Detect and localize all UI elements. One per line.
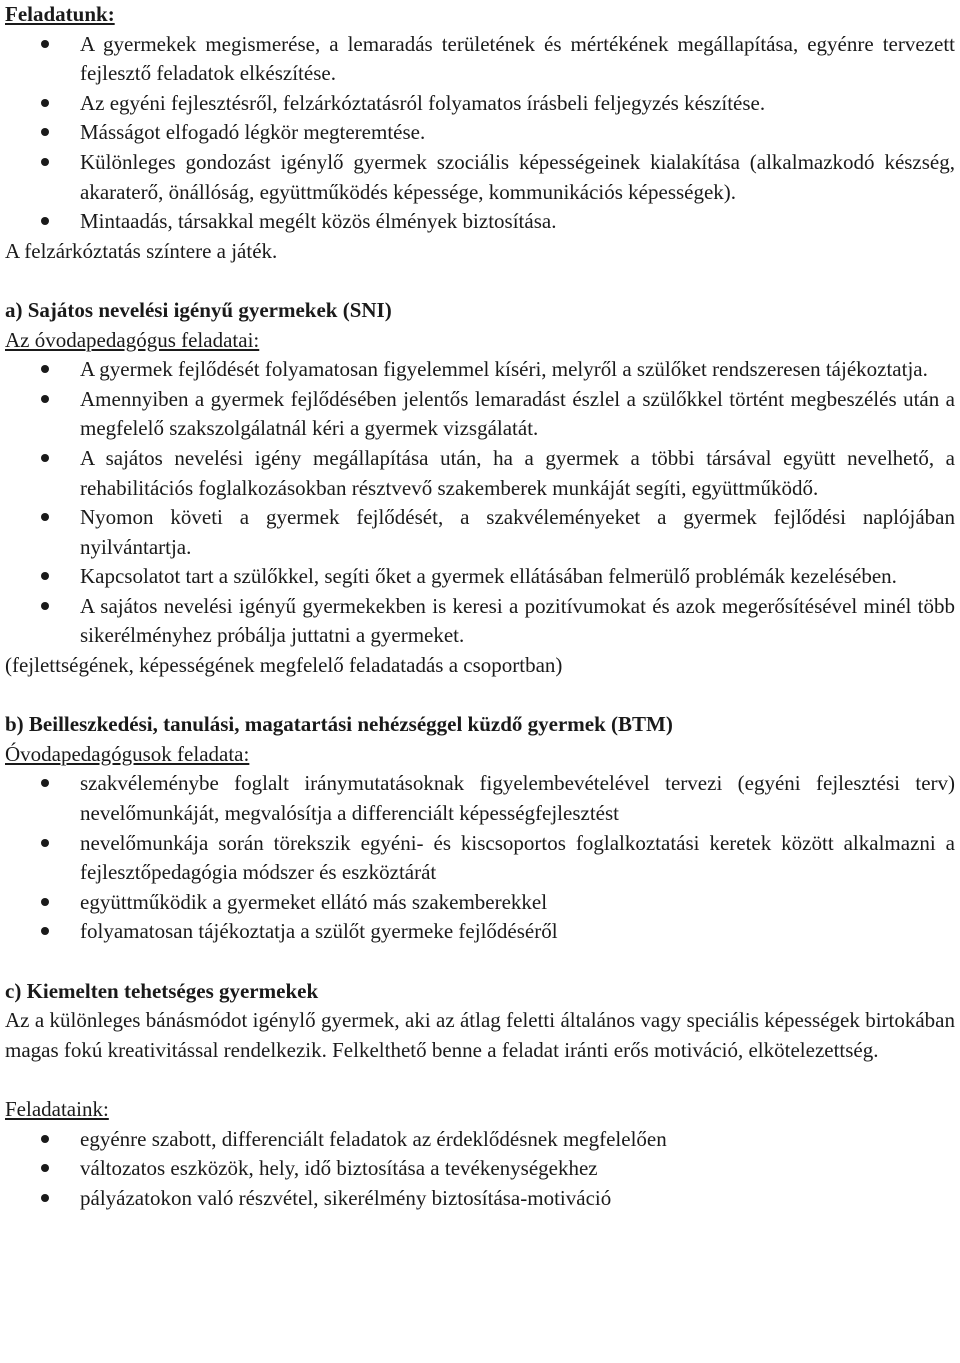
list-item: együttműködik a gyermeket ellátó más szakemberekkel (5, 888, 955, 918)
list-item: Amennyiben a gyermek fejlődésében jelentős lemaradást észlel a szülőkkel történt megbeszélés után a megfelelő szakszolgálatnál kéri a gyermek vizsgálatát. (5, 385, 955, 444)
bullet-icon (41, 898, 49, 906)
bullet-icon (41, 454, 49, 462)
section-title-btm: b) Beilleszkedési, tanulási, magatartási nehézséggel küzdő gyermek (BTM) (5, 712, 673, 737)
list-item: változatos eszközök, hely, idő biztosítása a tevékenységekhez (5, 1154, 955, 1184)
list-item: nevelőmunkája során törekszik egyéni- és kiscsoportos foglalkoztatási keretek között alkalmazni a fejlesztőpedagógia módszer és eszköztárát (5, 829, 955, 888)
document-page (5, 0, 955, 1213)
spacer (5, 947, 955, 977)
list-item: Mintaadás, társakkal megélt közös élmények biztosítása. (5, 207, 955, 237)
bullet-icon (41, 99, 49, 107)
bullet-icon (41, 927, 49, 935)
closing-sentence: A felzárkóztatás színtere a játék. (5, 238, 278, 263)
bullet-icon (41, 158, 49, 166)
subheading-teachers-task: Óvodapedagógusok feladata: (5, 741, 250, 766)
sni-task-list (5, 355, 955, 651)
bullet-icon (41, 395, 49, 403)
bullet-icon (41, 217, 49, 225)
bullet-icon (41, 779, 49, 787)
list-item: folyamatosan tájékoztatja a szülőt gyermeke fejlődéséről (5, 917, 955, 947)
spacer (5, 1065, 955, 1095)
bullet-icon (41, 1164, 49, 1172)
bullet-icon (41, 1194, 49, 1202)
task-list (5, 30, 955, 237)
list-item: A sajátos nevelési igény megállapítása után, ha a gyermek a többi társával együtt nevelhető, a rehabilitációs foglalkozásokban résztvevő szakemberek munkáját segíti, együttműködő. (5, 444, 955, 503)
btm-task-list (5, 769, 955, 947)
section-title-gifted: c) Kiemelten tehetséges gyermekek (5, 978, 319, 1003)
list-item: egyénre szabott, differenciált feladatok az érdeklődésnek megfelelően (5, 1125, 955, 1155)
spacer (5, 681, 955, 711)
section-title-sni: a) Sajátos nevelési igényű gyermekek (SNI) (5, 297, 392, 322)
bullet-icon (41, 365, 49, 373)
list-item: szakvéleménybe foglalt iránymutatásoknak figyelembevételével tervezi (egyéni fejlesztési terv) nevelőmunkáját, megvalósítja a differenciált képességfejlesztést (5, 769, 955, 828)
bullet-icon (41, 602, 49, 610)
list-item: Nyomon követi a gyermek fejlődését, a szakvéleményeket a gyermek fejlődési naplójában nyilvántartja. (5, 503, 955, 562)
section-heading-feladataink: Feladataink: (5, 1096, 109, 1121)
gifted-paragraph: Az a különleges bánásmódot igénylő gyermek, aki az átlag feletti általános vagy speciális képességek birtokában magas fokú kreativitással rendelkezik. Felkelthető benne a feladat iránti erős motiváció, elkötelezettség. (5, 1008, 955, 1062)
list-item: A gyermek fejlődését folyamatosan figyelemmel kíséri, melyről a szülőket rendszeresen tájékoztatja. (5, 355, 955, 385)
bullet-icon (41, 128, 49, 136)
bullet-icon (41, 513, 49, 521)
gifted-task-list (5, 1125, 955, 1214)
list-item: pályázatokon való részvétel, sikerélmény biztosítása-motiváció (5, 1184, 955, 1214)
list-item: A sajátos nevelési igényű gyermekekben is keresi a pozitívumokat és azok megerősítésével minél több sikerélményhez próbálja juttatni a gyermeket. (5, 592, 955, 651)
list-item: Kapcsolatot tart a szülőkkel, segíti őket a gyermek ellátásában felmerülő problémák kezelésében. (5, 562, 955, 592)
closing-note: (fejlettségének, képességének megfelelő feladatadás a csoportban) (5, 653, 563, 678)
bullet-icon (41, 40, 49, 48)
list-item: Másságot elfogadó légkör megteremtése. (5, 118, 955, 148)
bullet-icon (41, 1135, 49, 1143)
list-item: A gyermekek megismerése, a lemaradás területének és mértékének megállapítása, egyénre tervezett fejlesztő feladatok elkészítése. (5, 30, 955, 89)
list-item: Különleges gondozást igénylő gyermek szociális képességeinek kialakítása (alkalmazkodó készség, akaraterő, önállóság, együttműködés képessége, kommunikációs képességek). (5, 148, 955, 207)
list-item: Az egyéni fejlesztésről, felzárkóztatásról folyamatos írásbeli feljegyzés készítése. (5, 89, 955, 119)
bullet-icon (41, 839, 49, 847)
spacer (5, 266, 955, 296)
bullet-icon (41, 572, 49, 580)
section-heading-feladatunk: Feladatunk: (5, 2, 115, 26)
subheading-teacher-tasks: Az óvodapedagógus feladatai: (5, 327, 260, 352)
